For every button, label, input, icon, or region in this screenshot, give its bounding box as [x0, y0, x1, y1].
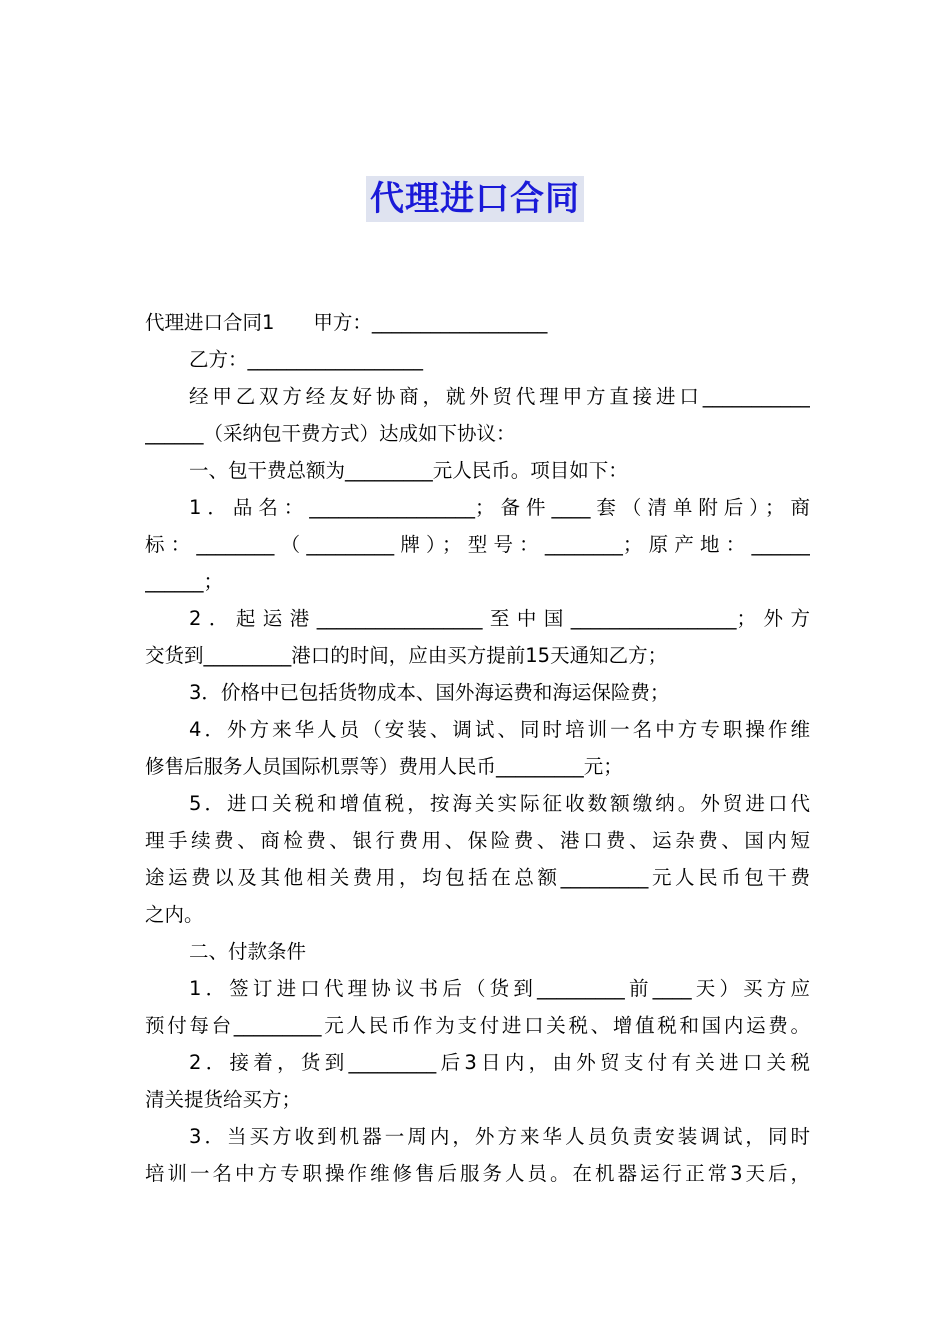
- paragraph-line: 交货到_________港口的时间，应由买方提前15天通知乙方；: [145, 644, 668, 667]
- paragraph-line: 3．当买方收到机器一周内，外方来华人员负责安装调试，同时: [189, 1125, 810, 1148]
- paragraph-line: 1．品名：_________________；备件____套（清单附后）；商: [189, 496, 810, 519]
- paragraph-line: 5．进口关税和增值税，按海关实际征收数额缴纳。外贸进口代: [189, 792, 810, 815]
- document-title: 代理进口合同: [366, 176, 584, 222]
- paragraph-line: 理手续费、商检费、银行费用、保险费、港口费、运杂费、国内短: [145, 829, 810, 852]
- paragraph-line: ______（采纳包干费方式）达成如下协议：: [145, 422, 516, 445]
- paragraph-line: 清关提货给买方；: [145, 1088, 302, 1111]
- paragraph-line: 2．接着，货到_________后3日内，由外贸支付有关进口关税: [189, 1051, 810, 1074]
- paragraph-line: ______；: [145, 570, 224, 593]
- paragraph-line: 4．外方来华人员（安装、调试、同时培训一名中方专职操作维: [189, 718, 810, 741]
- paragraph-line: 途运费以及其他相关费用，均包括在总额_________元人民币包干费: [145, 866, 810, 889]
- paragraph-line: 之内。: [145, 903, 204, 926]
- paragraph-line: 标：________（_________牌）；型号：________；原产地：______: [145, 533, 810, 556]
- paragraph-line: 乙方：__________________: [189, 348, 424, 371]
- paragraph-line: 3．价格中已包括货物成本、国外海运费和海运保险费；: [189, 681, 670, 704]
- paragraph-line: 修售后服务人员国际机票等）费用人民币_________元；: [145, 755, 623, 778]
- title-container: [0, 176, 950, 222]
- document-body: [145, 304, 810, 1192]
- paragraph-line: 1．签订进口代理协议书后（货到_________前____天）买方应: [189, 977, 810, 1000]
- paragraph-line: 代理进口合同1 甲方：__________________: [145, 311, 548, 334]
- paragraph-line: 一、包干费总额为_________元人民币。项目如下：: [189, 459, 628, 482]
- paragraph-line: 二、付款条件: [189, 940, 307, 963]
- paragraph-line: 经甲乙双方经友好协商，就外贸代理甲方直接进口___________: [189, 385, 810, 408]
- paragraph-line: 培训一名中方专职操作维修售后服务人员。在机器运行正常3天后，: [145, 1162, 810, 1185]
- paragraph-line: 2．起运港_________________至中国_________________；外方: [189, 607, 810, 630]
- paragraph-line: 预付每台_________元人民币作为支付进口关税、增值税和国内运费。: [145, 1014, 810, 1037]
